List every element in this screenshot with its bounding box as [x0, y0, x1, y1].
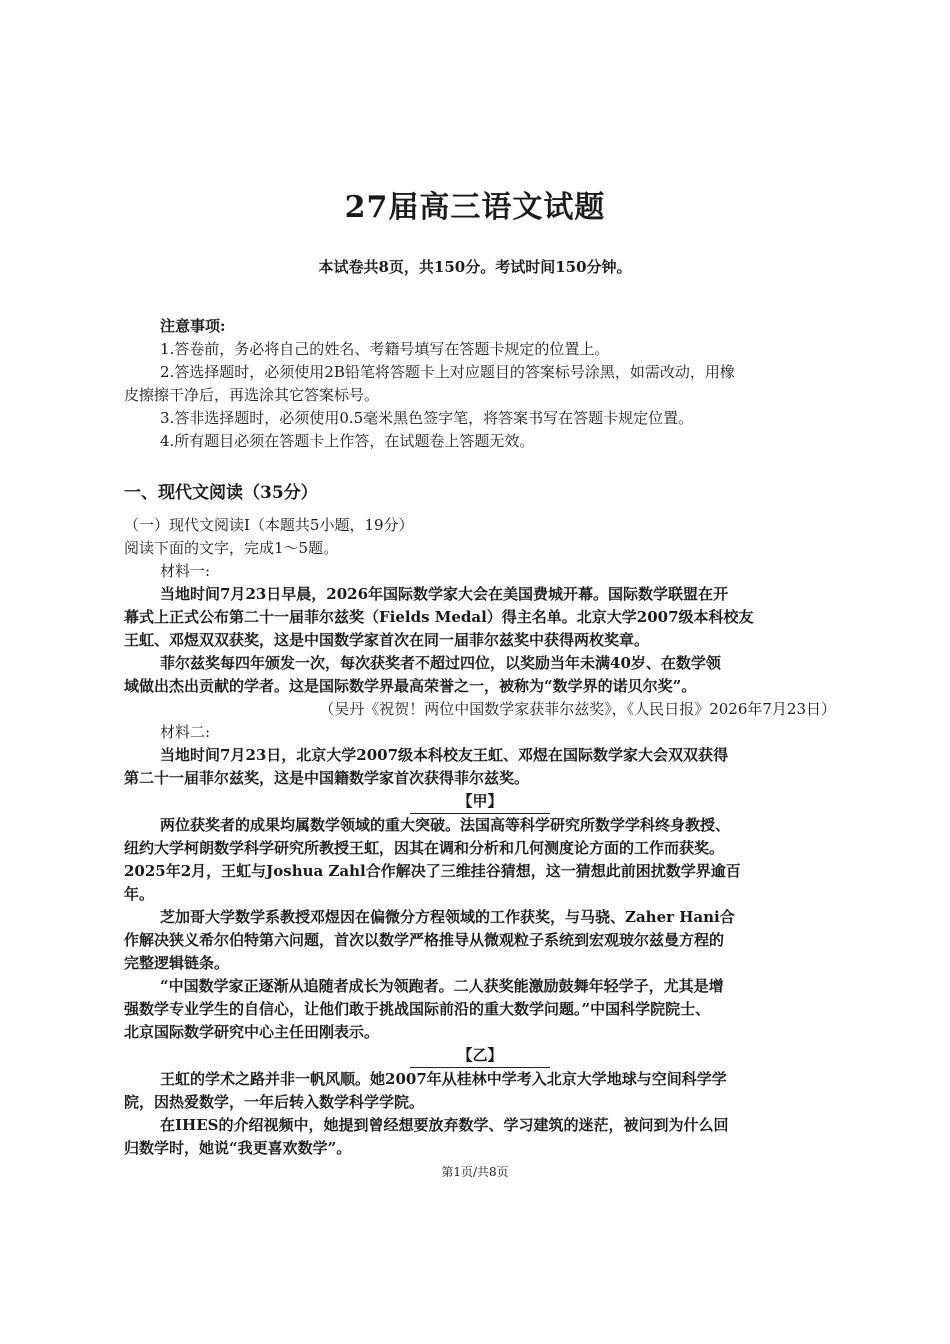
paragraph-line: “中国数学家正逐渐从追随者成长为领跑者。二人获奖能激励鼓舞年轻学子，尤其是增 [160, 977, 724, 995]
material-2-label: 材料二: [160, 723, 211, 741]
notice-item-2: 2.答选择题时，必须使用2B铅笔将答题卡上对应题目的答案标号涂黑，如需改动，用橡 [160, 363, 735, 381]
paragraph-line: 年。 [124, 885, 155, 903]
paragraph-line: 院，因热爱数学，一年后转入数学科学学院。 [124, 1093, 425, 1111]
notice-item-2-cont: 皮擦擦干净后，再选涂其它答案标号。 [124, 386, 380, 404]
reading-instruction: 阅读下面的文字，完成1～5题。 [124, 539, 339, 557]
section-heading: 一、现代文阅读（35分） [124, 483, 318, 503]
exam-title: 27届高三语文试题 [344, 190, 606, 225]
material-1-source: （吴丹《祝贺！两位中国数学家获菲尔兹奖》，《人民日报》2026年7月23日） [319, 700, 836, 718]
notice-item-1: 1.答卷前，务必将自己的姓名、考籍号填写在答题卡规定的位置上。 [160, 340, 610, 358]
paragraph-line: 域做出杰出贡献的学者。这是国际数学界最高荣誉之一，被称为“数学界的诺贝尔奖”。 [124, 677, 697, 695]
material-1-label: 材料一: [160, 562, 211, 580]
paragraph-line: 完整逻辑链条。 [124, 954, 230, 972]
notice-item-3: 3.答非选择题时，必须使用0.5毫米黑色签字笔，将答案书写在答题卡规定位置。 [160, 409, 694, 427]
paragraph-line: 归数学时，她说“我更喜欢数学”。 [124, 1139, 352, 1157]
paragraph-line: 北京国际数学研究中心主任田刚表示。 [124, 1023, 380, 1041]
paragraph-line: 幕式上正式公布第二十一届菲尔兹奖（Fields Medal）得主名单。北京大学2007级本科校友 [124, 608, 754, 626]
paragraph-line: 作解决狭义希尔伯特第六问题，首次以数学严格推导从微观粒子系统到宏观玻尔兹曼方程的 [124, 931, 725, 949]
paragraph-line: 纽约大学柯朗数学科学研究所教授王虹，因其在调和分析和几何测度论方面的工作而获奖。 [124, 839, 725, 857]
paragraph-line: 芝加哥大学数学系教授邓煜因在偏微分方程领域的工作获奖，与马骁、Zaher Hani合 [160, 908, 735, 926]
notice-item-4: 4.所有题目必须在答题卡上作答，在试题卷上答题无效。 [160, 432, 535, 450]
paragraph-line: 强数学专业学生的自信心，让他们敢于挑战国际前沿的重大数学问题。”中国科学院院士、 [124, 1000, 711, 1018]
paragraph-line: 两位获奖者的成果均属数学领域的重大突破。法国高等科学研究所数学学科终身教授、 [160, 816, 731, 834]
subsection-heading: （一）现代文阅读Ⅰ（本题共5小题，19分） [124, 516, 414, 534]
paragraph-line: 2025年2月，王虹与Joshua Zahl合作解决了三维挂谷猜想，这一猜想此前困扰数学界逾百 [124, 862, 741, 880]
marker-jia: 【甲】 [124, 790, 836, 814]
notice-heading: 注意事项: [160, 317, 226, 335]
material-1-body [124, 583, 836, 698]
paragraph-line: 当地时间7月23日早晨，2026年国际数学家大会在美国费城开幕。国际数学联盟在开 [160, 585, 729, 603]
paragraph-line: 王虹、邓煜双双获奖，这是中国数学家首次在同一届菲尔兹奖中获得两枚奖章。 [124, 631, 650, 649]
paragraph-line: 第二十一届菲尔兹奖，这是中国籍数学家首次获得菲尔兹奖。 [124, 769, 530, 787]
notice-block [124, 315, 836, 453]
marker-yi: 【乙】 [124, 1044, 836, 1068]
paragraph-line: 在IHES的介绍视频中，她提到曾经想要放弃数学、学习建筑的迷茫，被问到为什么回 [160, 1116, 729, 1134]
material-2-body [124, 744, 836, 1160]
section-1 [124, 482, 836, 1160]
exam-subtitle: 本试卷共8页，共150分。考试时间150分钟。 [318, 258, 632, 276]
paragraph-line: 当地时间7月23日，北京大学2007级本科校友王虹、邓煜在国际数学家大会双双获得 [160, 746, 729, 764]
page-footer: 第1页/共8页 [441, 1165, 509, 1179]
paragraph-line: 王虹的学术之路并非一帆风顺。她2007年从桂林中学考入北京大学地球与空间科学学 [160, 1070, 727, 1088]
paragraph-line: 菲尔兹奖每四年颁发一次，每次获奖者不超过四位，以奖励当年未满40岁、在数学领 [160, 654, 721, 672]
